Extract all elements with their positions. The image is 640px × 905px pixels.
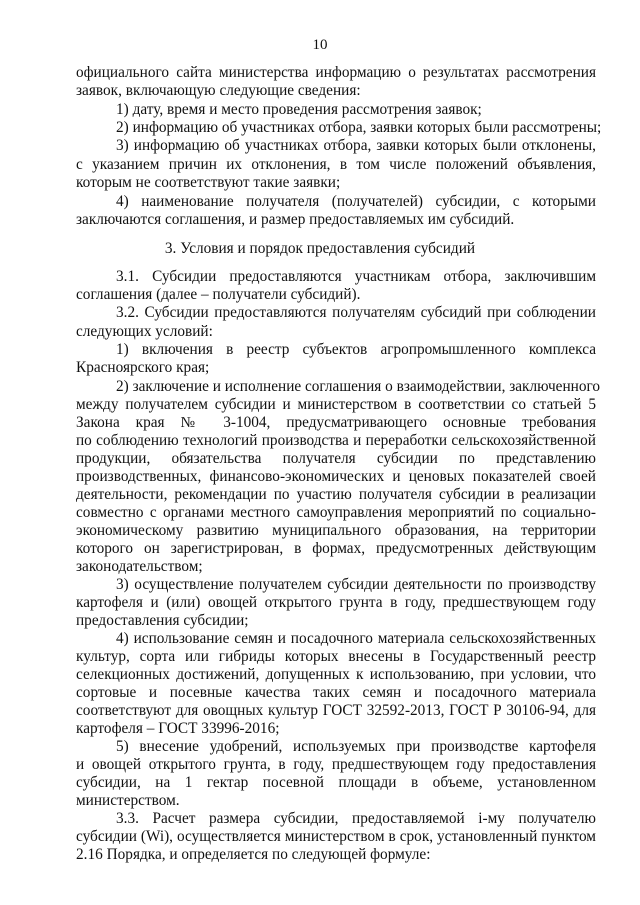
text-line: 4) наименование получателя (получателей) субсидии, с которыми	[116, 193, 596, 210]
text-line: картофеля – ГОСТ 33996-2016;	[76, 720, 280, 737]
text-line: по соблюдению технологий производства и переработки сельскохозяйственной	[76, 432, 596, 449]
text-line: культур, сорта или гибриды которых внесены в Государственный реестр	[76, 648, 596, 665]
text-line: Закона края № 3-1004, предусматривающего основные требования	[76, 414, 596, 431]
text-line: между получателем субсидии и министерством в соответствии со статьей 5	[76, 396, 596, 413]
text-line: 2) заключение и исполнение соглашения о взаимодействии, заключенного	[116, 378, 601, 395]
text-line: 1) дату, время и место проведения рассмотрения заявок;	[116, 101, 482, 118]
text-line: следующих условий:	[76, 323, 213, 340]
text-line: экономическому развитию муниципального образования, на территории	[76, 522, 596, 539]
text-line: законодательством;	[76, 558, 203, 575]
text-line: которым не соответствуют такие заявки;	[76, 174, 341, 191]
text-line: 3.3. Расчет размера субсидии, предоставляемой i-му получателю	[116, 810, 596, 827]
text-line: заявок, включающую следующие сведения:	[76, 82, 361, 99]
page-number: 10	[312, 37, 328, 53]
text-line: субсидии (Wi), осуществляется министерством в срок, установленный пунктом	[76, 828, 596, 845]
text-line: 1) включения в реестр субъектов агропромышленного комплекса	[116, 341, 596, 358]
text-line: селекционных достижений, допущенных к использованию, при условии, что	[76, 666, 596, 683]
text-line: 4) использование семян и посадочного материала сельскохозяйственных	[116, 630, 596, 647]
text-line: соглашения (далее – получатели субсидий).	[76, 286, 361, 303]
text-line: производственных, финансово-экономических и ценовых показателей своей	[76, 468, 596, 485]
text-line: которого он зарегистрирован, в формах, предусмотренных действующим	[76, 540, 596, 557]
text-line: 2.16 Порядка, и определяется по следующей формуле:	[76, 846, 431, 863]
text-line: субсидии, на 1 гектар посевной площади в объеме, установленном	[76, 774, 596, 791]
text-line: официального сайта министерства информацию о результатах рассмотрения	[76, 64, 596, 81]
text-line: с указанием причин их отклонения, в том числе положений объявления,	[76, 156, 596, 173]
section-heading: 3. Условия и порядок предоставления субсидий	[164, 240, 476, 257]
text-line: сортовые и посевные качества таких семян и посадочного материала	[76, 684, 596, 701]
text-line: и овощей открытого грунта, в году, предшествующем году предоставления	[76, 756, 596, 773]
text-line: совместно с органами местного самоуправления мероприятий по социально-	[76, 504, 596, 521]
text-line: предоставления субсидии;	[76, 612, 249, 629]
text-line: продукции, обязательства получателя субсидии по представлению	[76, 450, 596, 467]
text-line: 3) информацию об участниках отбора, заявки которых были отклонены,	[116, 137, 596, 154]
text-line: 3.1. Субсидии предоставляются участникам отбора, заключившим	[116, 268, 596, 285]
text-line: заключаются соглашения, и размер предоставляемых им субсидий.	[76, 211, 515, 228]
text-line: министерством.	[76, 792, 180, 809]
text-line: соответствуют для овощных культур ГОСТ 32592-2013, ГОСТ Р 30106-94, для	[76, 702, 596, 719]
text-line: 3) осуществление получателем субсидии деятельности по производству	[116, 576, 596, 593]
text-line: 3.2. Субсидии предоставляются получателям субсидий при соблюдении	[116, 304, 596, 321]
text-line: 5) внесение удобрений, используемых при производстве картофеля	[116, 738, 596, 755]
text-line: деятельности, рекомендации по участию получателя субсидии в реализации	[76, 486, 596, 503]
text-line: Красноярского края;	[76, 359, 210, 376]
text-line: 2) информацию об участниках отбора, заявки которых были рассмотрены;	[116, 119, 602, 136]
text-line: картофеля и (или) овощей открытого грунта в году, предшествующем году	[76, 594, 596, 611]
